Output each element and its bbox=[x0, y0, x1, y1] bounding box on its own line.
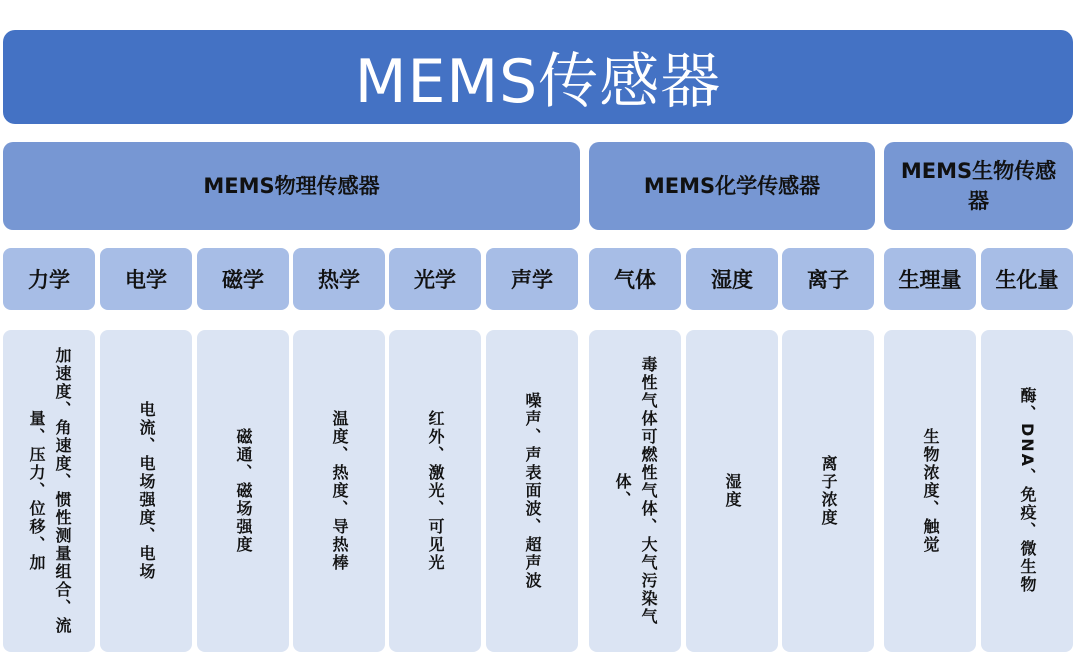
category-physical: MEMS物理传感器 bbox=[3, 142, 580, 230]
category-biological: MEMS生物传感器 bbox=[884, 142, 1073, 230]
subcategory-electrical: 电学 bbox=[100, 248, 192, 310]
detail-optical bbox=[389, 330, 481, 652]
diagram-title: MEMS传感器 bbox=[3, 30, 1073, 124]
detail-acoustic bbox=[486, 330, 578, 652]
subcategory-thermal: 热学 bbox=[293, 248, 385, 310]
detail-biochemical bbox=[981, 330, 1073, 652]
detail-physiological bbox=[884, 330, 976, 652]
detail-text: 电流、电场强度、电场 bbox=[137, 401, 156, 581]
subcategory-acoustic: 声学 bbox=[486, 248, 578, 310]
detail-text: 毒性气体可燃性气体、大气污染气体、 bbox=[613, 356, 658, 626]
detail-text: 湿度 bbox=[723, 473, 742, 509]
subcategory-ion: 离子 bbox=[782, 248, 874, 310]
detail-thermal bbox=[293, 330, 385, 652]
subcategory-physiological: 生理量 bbox=[884, 248, 976, 310]
detail-gas bbox=[589, 330, 681, 652]
detail-text: 温度、热度、导热棒 bbox=[330, 410, 349, 572]
detail-text: 生物浓度、触觉 bbox=[921, 428, 940, 554]
category-chemical: MEMS化学传感器 bbox=[589, 142, 875, 230]
detail-magnetic bbox=[197, 330, 289, 652]
subcategory-optical: 光学 bbox=[389, 248, 481, 310]
detail-electrical bbox=[100, 330, 192, 652]
detail-text: 磁通、磁场强度 bbox=[234, 428, 253, 554]
subcategory-mechanics: 力学 bbox=[3, 248, 95, 310]
detail-text: 红外、激光、可见光 bbox=[426, 410, 445, 572]
subcategory-magnetic: 磁学 bbox=[197, 248, 289, 310]
detail-humidity bbox=[686, 330, 778, 652]
detail-text: 噪声、声表面波、超声波 bbox=[523, 392, 542, 590]
subcategory-humidity: 湿度 bbox=[686, 248, 778, 310]
detail-ion bbox=[782, 330, 874, 652]
subcategory-gas: 气体 bbox=[589, 248, 681, 310]
detail-text: 离子浓度 bbox=[819, 455, 838, 527]
detail-text: 酶、DNA、免疫、微生物 bbox=[1018, 387, 1037, 595]
detail-mechanics bbox=[3, 330, 95, 652]
subcategory-biochemical: 生化量 bbox=[981, 248, 1073, 310]
detail-text: 加速度、角速度、惯性测量组合、流量、压力、位移、加 bbox=[27, 347, 72, 635]
